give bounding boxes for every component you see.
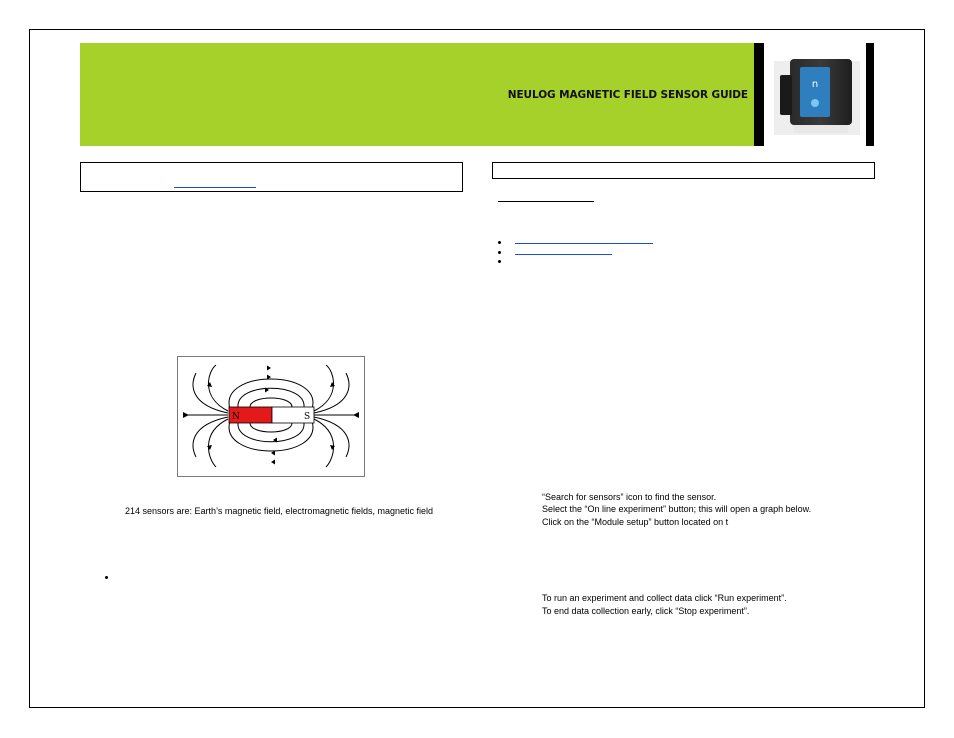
step-run-experiment: To run an experiment and collect data click “Run experiment”. — [542, 593, 787, 603]
photo-frame-right — [866, 43, 874, 146]
field-lines-svg — [178, 357, 364, 476]
step-online-experiment: Select the “On line experiment” button; this will open a graph below. — [542, 504, 812, 514]
sensor-product-photo — [754, 43, 874, 146]
photo-frame-left — [754, 43, 764, 146]
link-underline[interactable] — [515, 254, 612, 255]
page-title: NEULOG MAGNETIC FIELD SENSOR GUIDE — [507, 89, 748, 101]
bullet — [498, 241, 501, 244]
sensor-device-image — [754, 43, 874, 146]
bullet — [498, 251, 501, 254]
bullet — [105, 576, 108, 579]
right-section-box — [492, 162, 875, 179]
step-search-sensors: “Search for sensors” icon to find the sensor. — [542, 492, 717, 502]
svg-text:n: n — [811, 79, 819, 90]
bullet — [498, 260, 501, 263]
step-module-setup: Click on the “Module setup” button located on t — [542, 517, 729, 527]
header-banner — [80, 43, 754, 146]
link-underline[interactable] — [174, 187, 256, 188]
link-underline[interactable] — [515, 243, 653, 244]
left-section-box — [80, 162, 463, 192]
magnetic-field-diagram — [177, 356, 365, 477]
step-stop-experiment: To end data collection early, click “Stop experiment”. — [542, 606, 750, 616]
sensor-description-text: 214 sensors are: Earth’s magnetic field, electromagnetic fields, magnetic field — [125, 506, 433, 516]
pole-n-label: N — [232, 412, 240, 422]
heading-underline — [498, 201, 594, 202]
pole-s-label: S — [304, 412, 311, 422]
